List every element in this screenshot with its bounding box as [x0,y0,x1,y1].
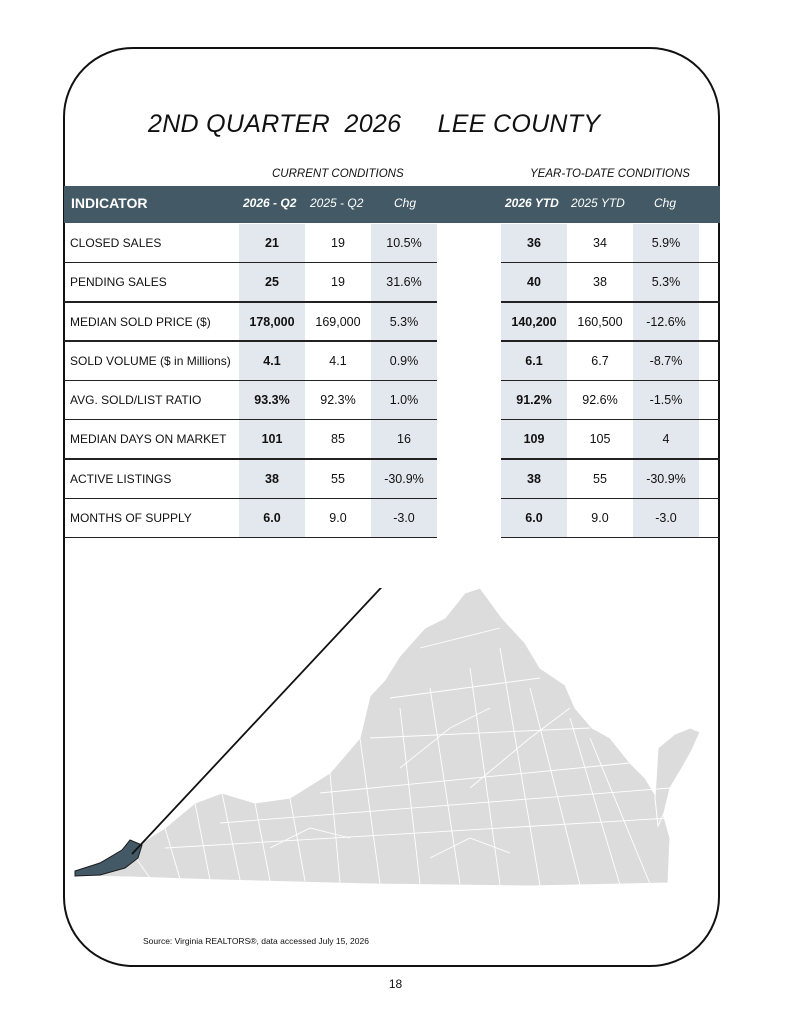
cell-ytd-prev: 9.0 [591,511,609,526]
cell-ytd-cur: 6.1 [501,342,567,380]
header-current: 2026 - Q2 [243,196,297,210]
row-divider [64,537,437,539]
cell-ytd-prev: 55 [593,471,607,486]
cell-prev: 169,000 [315,314,361,329]
cell-cur: 178,000 [239,303,305,341]
cell-cur: 21 [239,224,305,262]
cell-ytd-chg: -12.6% [633,303,699,341]
cell-chg: -30.9% [371,460,437,498]
cell-ytd-prev: 6.7 [591,353,609,368]
cell-prev: 85 [331,432,345,447]
cell-label: ACTIVE LISTINGS [70,471,172,486]
ytd-conditions-label: YEAR-TO-DATE CONDITIONS [530,168,690,180]
cell-ytd-prev: 38 [593,275,607,290]
cell-label: SOLD VOLUME ($ in Millions) [70,353,231,368]
cell-prev: 9.0 [329,511,347,526]
table-row [64,342,720,381]
row-divider [501,537,720,539]
page-number: 18 [388,977,403,991]
cell-cur: 4.1 [239,342,305,380]
table-row [64,460,720,499]
cell-ytd-chg: -1.5% [633,381,699,419]
table-row [64,420,720,459]
cell-prev: 19 [331,236,345,250]
cell-label: MEDIAN DAYS ON MARKET [70,432,227,447]
cell-cur: 38 [239,460,305,498]
cell-label: PENDING SALES [70,275,167,290]
source-note: Source: Virginia REALTORS®, data accessed July 15, 2026 [143,936,369,946]
eastern-shore [655,728,700,826]
cell-chg: 16 [371,420,437,458]
cell-label: AVG. SOLD/LIST RATIO [70,393,202,408]
cell-ytd-cur: 40 [501,263,567,301]
cell-ytd-prev: 160,500 [577,314,623,329]
cell-ytd-chg: -3.0 [633,499,699,537]
cell-chg: 10.5% [371,224,437,262]
table-row [64,381,720,420]
cell-label: MEDIAN SOLD PRICE ($) [70,314,211,329]
cell-ytd-chg: -30.9% [633,460,699,498]
header-previous: 2025 - Q2 [310,196,364,210]
header-change: Chg [394,196,417,210]
cell-ytd-cur: 6.0 [501,499,567,537]
cell-ytd-chg: -8.7% [633,342,699,380]
table-row [64,263,720,302]
cell-ytd-cur: 140,200 [501,303,567,341]
header-ytd-change: Chg [654,196,677,210]
header-ytd-previous: 2025 YTD [571,196,625,210]
cell-ytd-chg: 5.9% [633,224,699,262]
cell-prev: 92.3% [320,393,356,408]
cell-cur: 6.0 [239,499,305,537]
cell-cur: 25 [239,263,305,301]
cell-ytd-cur: 91.2% [501,381,567,419]
cell-ytd-prev: 92.6% [582,393,618,408]
virginia-map [70,588,720,888]
cell-ytd-chg: 4 [633,420,699,458]
cell-chg: 0.9% [371,342,437,380]
cell-ytd-chg: 5.3% [633,263,699,301]
cell-ytd-cur: 109 [501,420,567,458]
table-row [64,499,720,538]
cell-chg: 1.0% [371,381,437,419]
cell-chg: 31.6% [371,263,437,301]
table-header [64,186,720,223]
cell-chg: 5.3% [371,303,437,341]
cell-prev: 19 [331,275,345,290]
current-conditions-label: CURRENT CONDITIONS [272,168,404,180]
cell-ytd-prev: 105 [589,432,611,447]
table-row [64,303,720,342]
state-shape [75,588,670,886]
page-title: 2ND QUARTER 2026 LEE COUNTY [148,110,601,138]
cell-label: MONTHS OF SUPPLY [70,511,192,526]
cell-prev: 4.1 [329,353,347,368]
cell-prev: 55 [331,471,345,486]
header-ytd-current: 2026 YTD [505,196,559,210]
table-row [64,224,720,263]
cell-chg: -3.0 [371,499,437,537]
cell-cur: 101 [239,420,305,458]
header-indicator: INDICATOR [71,195,148,211]
cell-ytd-prev: 34 [593,236,607,250]
cell-cur: 93.3% [239,381,305,419]
cell-ytd-cur: 38 [501,460,567,498]
indicator-table [64,224,720,538]
cell-ytd-cur: 36 [501,224,567,262]
cell-label: CLOSED SALES [70,236,162,250]
